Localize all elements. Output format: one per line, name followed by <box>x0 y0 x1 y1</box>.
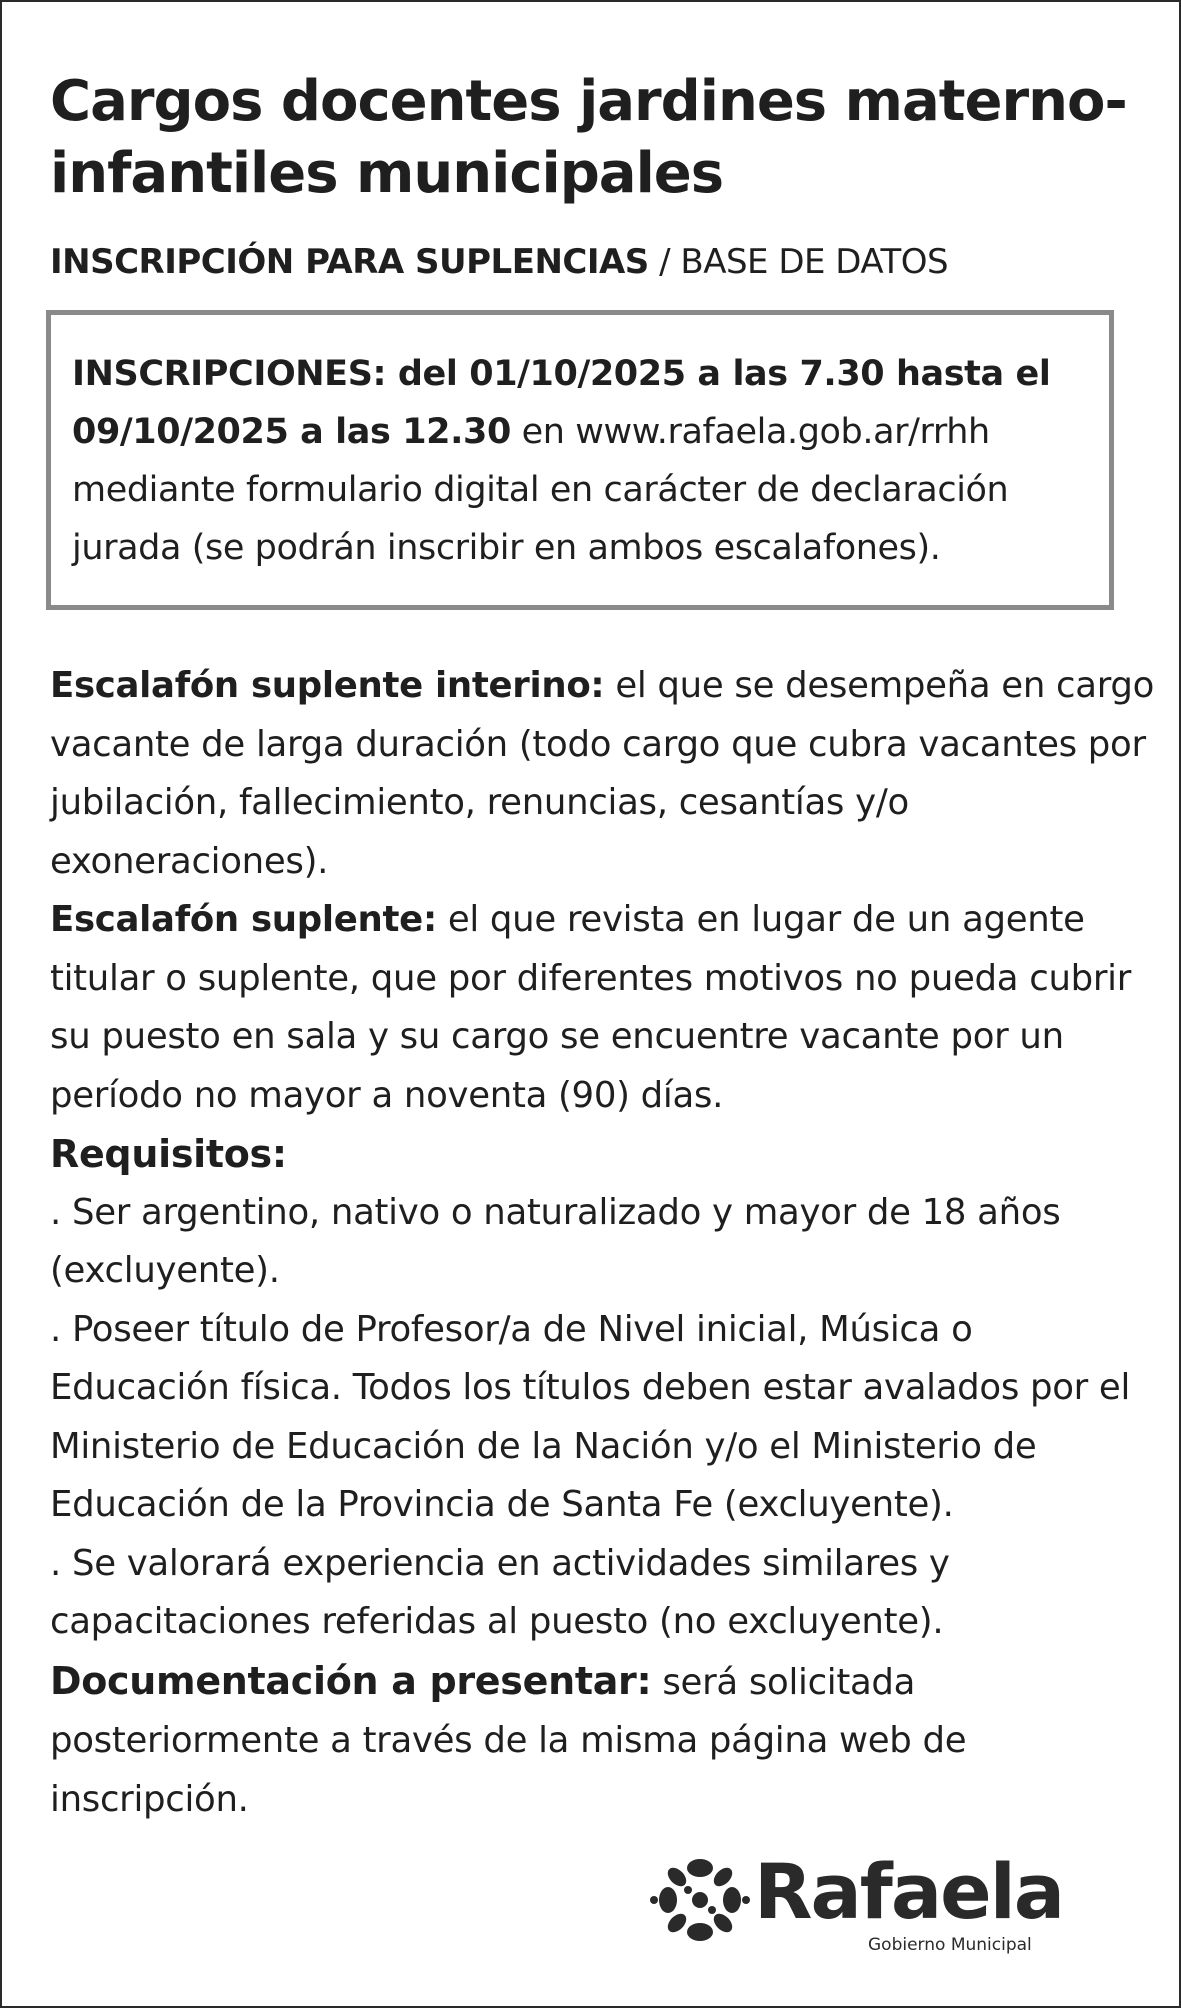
scale-interino-label: Escalafón suplente interino: <box>50 665 605 706</box>
registration-text <box>72 345 1089 577</box>
rafaela-logo <box>650 1847 1070 1970</box>
scale-interino <box>50 657 1160 891</box>
logo-tagline: Gobierno Municipal <box>868 1935 1032 1955</box>
registration-details: en www.rafaela.gob.ar/rrhh mediante formulario digital en carácter de declaración jurada (se podrán inscribir en ambos escalafones). <box>72 412 1009 568</box>
requirements-heading: Requisitos: <box>50 1132 287 1176</box>
documentation-text: será solicitada posteriormente a través de la misma página web de inscripción. <box>50 1661 967 1820</box>
subtitle-rest: / BASE DE DATOS <box>648 242 949 282</box>
page-subtitle <box>50 238 948 286</box>
requirement-item: . Se valorará experiencia en actividades similares y capacitaciones referidas al puesto (no excluyente). <box>50 1542 950 1642</box>
registration-box <box>46 310 1114 610</box>
page-title: Cargos docentes jardines materno-infantiles municipales <box>50 69 1127 206</box>
documentation <box>50 1652 1160 1830</box>
scale-interino-text: el que se desempeña en cargo vacante de larga duración (todo cargo que cubra vacantes por jubilación, fallecimiento, renuncias, cesantías y/o exoneraciones). <box>50 665 1155 882</box>
notice-body <box>50 657 1160 1829</box>
requirement-item: . Ser argentino, nativo o naturalizado y mayor de 18 años (excluyente). <box>50 1191 1061 1291</box>
scale-suplente-label: Escalafón suplente: <box>50 899 437 940</box>
rafaela-dots-logo-icon <box>650 1850 750 1950</box>
scale-suplente-text: el que revista en lugar de un agente titular o suplente, que por diferentes motivos no pueda cubrir su puesto en sala y su cargo se encuentre vacante por un período no mayor a noventa (90) días. <box>50 899 1132 1116</box>
subtitle-strong: INSCRIPCIÓN PARA SUPLENCIAS <box>50 242 649 282</box>
documentation-label: Documentación a presentar: <box>50 1658 652 1703</box>
logo-wordmark: Rafaela <box>754 1847 1064 1936</box>
scale-suplente <box>50 891 1160 1125</box>
requirement-item: . Poseer título de Profesor/a de Nivel inicial, Música o Educación física. Todos los títulos deben estar avalados por el Ministerio de Educación de la Nación y/o el Ministerio de Educación de la Provincia de Santa Fe (excluyente). <box>50 1308 1131 1525</box>
registration-dates: INSCRIPCIONES: del 01/10/2025 a las 7.30 hasta el 09/10/2025 a las 12.30 <box>72 354 1051 452</box>
